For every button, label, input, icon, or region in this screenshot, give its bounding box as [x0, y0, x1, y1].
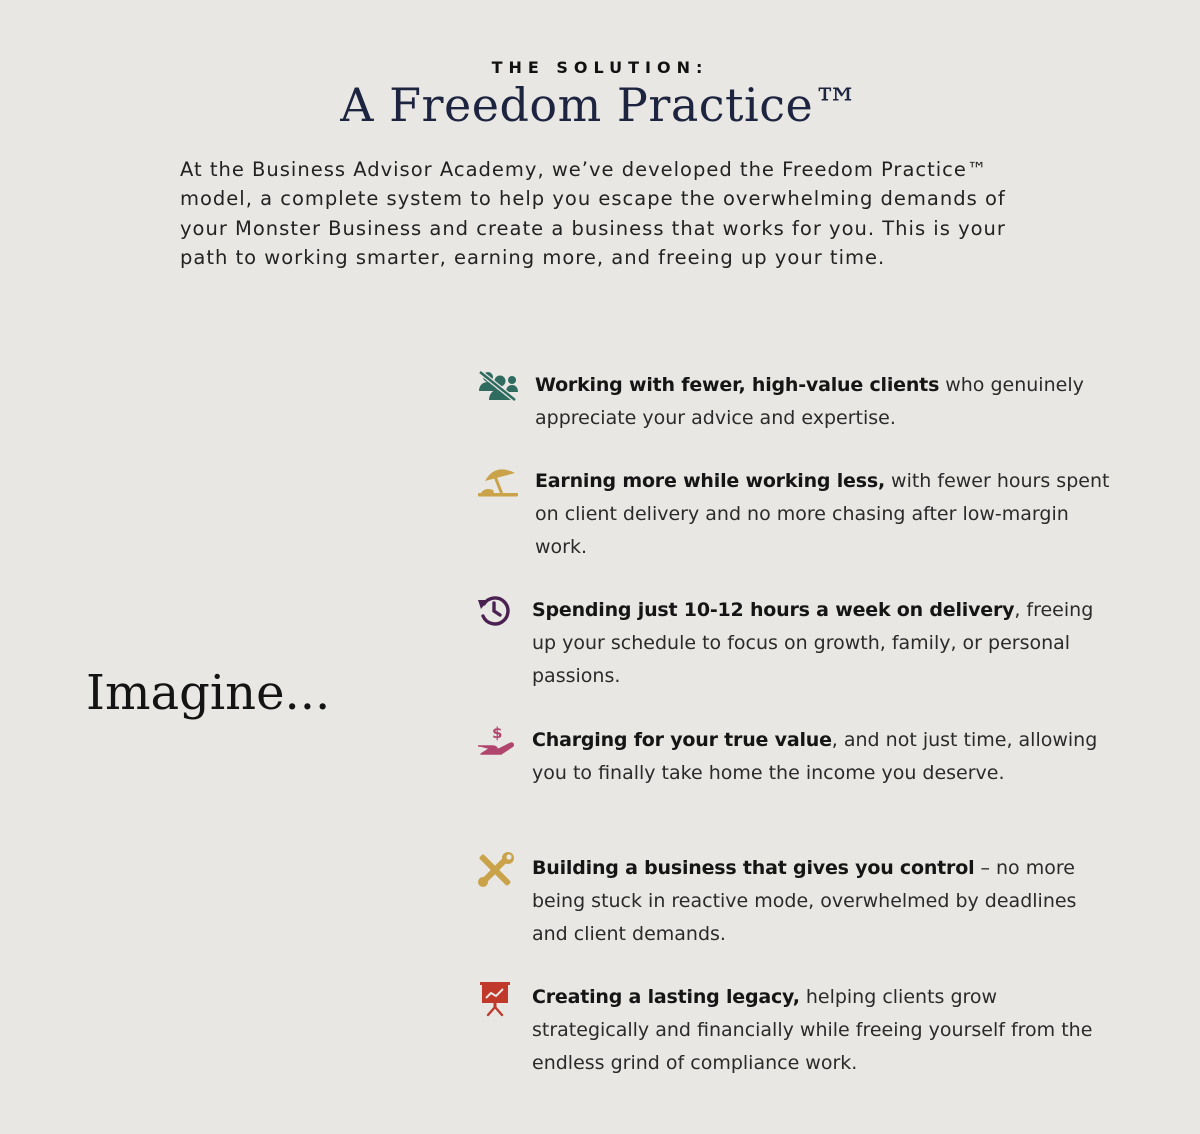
history-clock-icon [477, 594, 513, 632]
clients-icon [477, 369, 519, 407]
benefit-text [535, 465, 1115, 564]
benefit-rest: who genuinely appreciate your advice and expertise. [535, 374, 1084, 429]
benefit-text [532, 724, 1112, 790]
benefit-bold: Charging for your true value [532, 729, 832, 751]
beach-umbrella-icon [477, 465, 519, 503]
hand-dollar-icon [477, 724, 517, 762]
benefit-bold: Spending just 10-12 hours a week on delivery [532, 599, 1015, 621]
benefit-rest: , and not just time, allowing you to finally take home the income you deserve. [532, 729, 1098, 784]
imagine-heading: Imagine... [86, 665, 331, 721]
benefit-bold: Building a business that gives you control [532, 857, 975, 879]
page-title: A Freedom Practice™ [340, 78, 860, 132]
svg-text:$: $ [492, 724, 503, 742]
benefit-bold: Earning more while working less, [535, 470, 885, 492]
benefit-bold: Creating a lasting legacy, [532, 986, 800, 1008]
benefit-bold: Working with fewer, high-value clients [535, 374, 940, 396]
presentation-chart-icon [477, 981, 513, 1021]
benefit-text [532, 981, 1112, 1080]
tools-icon [477, 852, 515, 892]
benefit-text [532, 852, 1112, 951]
benefit-rest: , freeing up your schedule to focus on growth, family, or personal passions. [532, 599, 1094, 687]
benefit-rest: helping clients grow strategically and financially while freeing yourself from the endless grind of compliance work. [532, 986, 1093, 1074]
benefit-text [532, 594, 1112, 693]
benefit-text [535, 369, 1115, 435]
intro-paragraph: At the Business Advisor Academy, we’ve developed the Freedom Practice™ model, a complete system to help you escape the overwhelming demands of your Monster Business and create a business that works for you. This is your path to working smarter, earning more, and freeing up your time. [180, 158, 1006, 269]
eyebrow-label: THE SOLUTION: [491, 58, 709, 77]
benefit-rest: – no more being stuck in reactive mode, overwhelmed by deadlines and client demands. [532, 857, 1077, 945]
benefit-rest: with fewer hours spent on client delivery and no more chasing after low-margin work. [535, 470, 1110, 558]
